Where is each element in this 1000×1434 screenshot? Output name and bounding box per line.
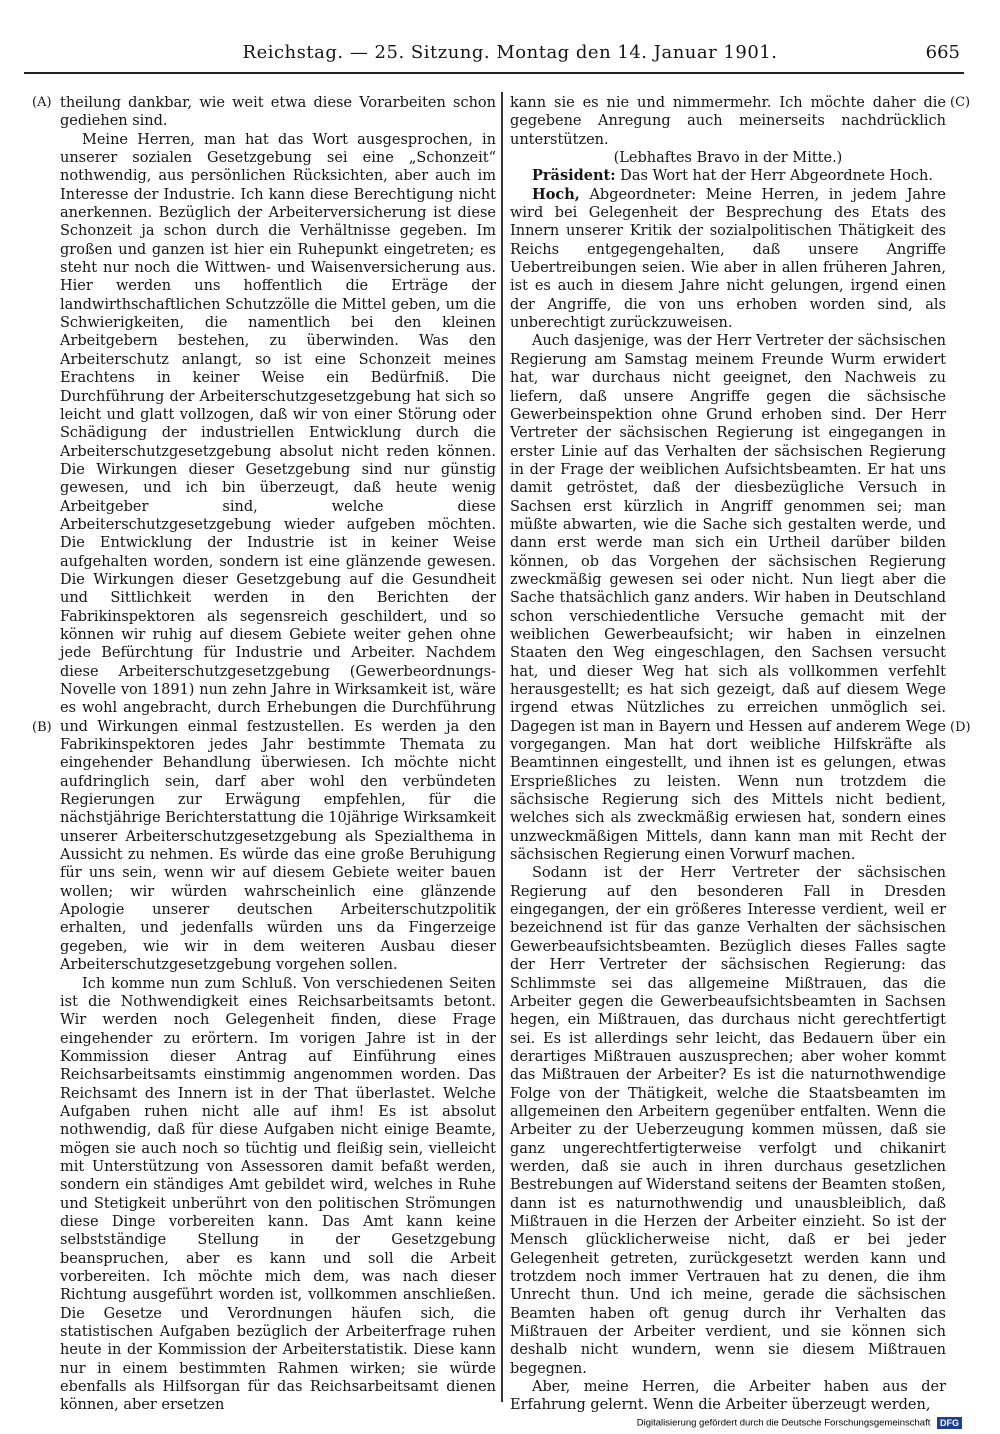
digitization-credit bbox=[637, 1417, 962, 1429]
left-paragraph-2: Meine Herren, man hat das Wort ausgesprochen, in unserer sozialen Gesetzgebung sei eine „Schonzeit“ nothwendig, aus persönlichen Rücksichten, aber auch im Interesse der Industrie. Ich kann diese Berechtigung nicht anerkennen. Bezüglich der Arbeiterversicherung ist diese Schonzeit ja schon durch die Verhältnisse gegeben. Im großen und ganzen ist hier ein Ruhepunkt eingetreten; es steht nur noch die Wittwen- und Waisenversicherung aus. Hier werden uns hoffentlich die Erträge der landwirthschaftlichen Schutzzölle die Mittel geben, um die Schwierigkeiten, die namentlich bei den kleinen Arbeitgebern bestehen, zu überwinden. Was den Arbeiterschutz anlangt, so ist eine Schonzeit meines Erachtens in keiner Weise ein Bedürfniß. Die Durchführung der Arbeiterschutzgesetzgebung hat sich so leicht und glatt vollzogen, daß wir von einer Störung oder Schädigung der industriellen Entwicklung durch die Arbeiterschutzgesetzgebung absolut nicht reden können. Die Wirkungen dieser Gesetzgebung sind nur günstig gewesen, und ich bin überzeugt, daß heute wenig Arbeitgeber sind, welche diese Arbeiterschutzgesetzgebung wieder aufgeben möchten. Die Entwicklung der Industrie ist in keiner Weise aufgehalten worden, sondern ist eine glänzende gewesen. Die Wirkungen dieser Gesetzgebung auf die Gesundheit und Sittlichkeit werden in den Berichten der Fabrikinspektoren als segensreich geschildert, und so können wir ruhig auf diesem Gebiete weiter gehen ohne jede Befürchtung für Industrie und Arbeiter. Nachdem diese Arbeiterschutzgesetzgebung (Gewerbeordnungs-Novelle von 1891) nun zehn Jahre in Wirksamkeit ist, wäre es wohl angebracht, durch Erhebungen die Durchführung und Wirkungen einmal festzustellen. Es werden ja den Fabrikinspektoren jedes Jahr bestimmte Themata zu eingehender Behandlung überwiesen. Ich möchte nicht aufdringlich sein, darf aber wohl den verbündeten Regierungen zur Erwägung empfehlen, für die nächstjährige Berichterstattung die 10jährige Wirksamkeit unserer Arbeiterschutzgesetzgebung als Spezialthema in Aussicht zu nehmen. Es würde das eine große Beruhigung für uns sein, wenn wir auf diesem Gebiete weiter bauen wollen; wir würden wahrscheinlich eine glänzende Apologie unserer deutschen Arbeiterschutzpolitik erhalten, und jedenfalls würden uns da Fingerzeige gegeben, wie wir in dem weiteren Ausbau dieser Arbeiterschutzgesetzgebung vorgehen sollen. bbox=[60, 131, 496, 974]
speaker-hoch: Hoch, bbox=[532, 185, 580, 203]
page-number: 665 bbox=[925, 42, 960, 63]
margin-marker-b: (B) bbox=[32, 720, 52, 735]
speaker-president: Präsident: bbox=[532, 167, 616, 185]
hoch-speech-text: Abgeordneter: Meine Herren, in jedem Jahre wird bei Gelegenheit der Besprechung des Etats des Innern unserer Kritik der sozialpolitischen Thätigkeit des Reichs entgegengehalten, daß unsere Angriffe Uebertreibungen seien. Wie aber in allen früheren Jahren, ist es auch in diesem Jahre nicht gelungen, irgend einen der Angriffe, die von uns erhoben worden sind, als unberechtigt zurückzuweisen. bbox=[510, 186, 946, 332]
right-paragraph-3: Sodann ist der Herr Vertreter der sächsischen Regierung auf den besonderen Fall in Dresden eingegangen, der ein größeres Interesse verdient, weil er bezeichnend ist für das ganze Verhalten der sächsischen Gewerbeaufsichtsbeamten. Bezüglich dieses Falles sagte der Herr Vertreter der sächsischen Regierung: das Schlimmste sei das allgemeine Mißtrauen, das die Arbeiter gegen die Gewerbeaufsichtsbeamten in Sachsen hegen, ein Mißtrauen, das durchaus nicht gerechtfertigt sei. Es ist allerdings sehr leicht, das Bedauern über ein derartiges Mißtrauen auszusprechen; aber woher kommt das Mißtrauen der Arbeiter? Es ist die naturnothwendige Folge von der Thätigkeit, welche die Staatsbeamten im allgemeinen den Arbeitern gegenüber entfalten. Wenn die Arbeiter zu der Ueberzeugung kommen müssen, daß sie ganz ungerechtfertigterweise verfolgt und chikanirt werden, daß sie auch in ihren durchaus gesetzlichen Bestrebungen auf Widerstand seitens der Beamten stoßen, dann ist es naturnothwendig und unausbleiblich, daß Mißtrauen in die Herzen der Arbeiter einzieht. So ist der Mensch glücklicherweise nicht, daß er bei jeder Gelegenheit getreten, zurückgesetzt werden kann und trotzdem noch immer Vertrauen hat zu denen, die ihm Unrecht thun. Und ich meine, gerade die sächsischen Beamten haben oft genug durch ihr Verhalten das Mißtrauen der Arbeiter verdient, und sie können sich deshalb nicht wundern, wenn sie diesem Mißtrauen begegnen. bbox=[510, 865, 946, 1377]
president-remark bbox=[510, 167, 946, 185]
right-paragraph-1: kann sie es nie und nimmermehr. Ich möchte daher die gegebene Anregung auch meinerseits nachdrücklich unterstützen. bbox=[510, 95, 946, 148]
right-paragraph-2: Auch dasjenige, was der Herr Vertreter der sächsischen Regierung am Samstag meinem Freunde Wurm erwidert hat, war durchaus nicht geeignet, den Nachweis zu liefern, daß unsere Angriffe gegen die sächsische Gewerbeinspektion ohne Grund erhoben sind. Der Herr Vertreter der sächsischen Regierung ist eingegangen in erster Linie auf das Verhalten der sächsischen Regierung in der Frage der weiblichen Aufsichtsbeamten. Er hat uns damit getröstet, daß der diesbezügliche Versuch in Sachsen erst kürzlich in Angriff genommen sei; man müßte abwarten, wie die Sache sich gestalten werde, und dann erst werde man sich ein Urtheil darüber bilden können, ob das Vorgehen der sächsischen Regierung zweckmäßig gewesen sei oder nicht. Nun liegt aber die Sache thatsächlich ganz anders. Wir haben in Deutschland schon verschiedentliche Versuche gemacht mit der weiblichen Gewerbeaufsicht; wir haben in einzelnen Staaten den Weg eingeschlagen, den Sachsen versucht hat, und dieser Weg hat sich als vollkommen verfehlt herausgestellt; es hat sich gezeigt, daß auf diesem Wege irgend etwas Nützliches zu erreichen unmöglich sei. Dagegen ist man in Bayern und Hessen auf anderem Wege vorgegangen. Man hat dort weibliche Hilfskräfte als Beamtinnen eingestellt, und ihnen ist es gelungen, etwas Ersprießliches zu leisten. Wenn nun trotzdem die sächsische Regierung sich des Mittels nicht bedient, welches sich als zweckmäßig erwiesen hat, sondern eines unzweckmäßigen Mittels, dann kann man mit Recht der sächsischen Regierung einen Vorwurf machen. bbox=[510, 333, 946, 864]
running-title: Reichstag. — 25. Sitzung. Montag den 14. Januar 1901. bbox=[242, 42, 778, 63]
credit-text: Digitalisierung gefördert durch die Deutsche Forschungsgemeinschaft bbox=[636, 1417, 931, 1429]
column-divider bbox=[501, 92, 503, 1402]
dfg-logo-icon: DFG bbox=[937, 1417, 962, 1429]
left-paragraph-1: theilung dankbar, wie weit etwa diese Vorarbeiten schon gediehen sind. bbox=[60, 95, 496, 130]
right-paragraph-4: Aber, meine Herren, die Arbeiter haben aus der Erfahrung gelernt. Wenn die Arbeiter überzeugt werden, bbox=[510, 1379, 946, 1414]
margin-marker-d: (D) bbox=[950, 720, 971, 735]
left-column bbox=[60, 94, 496, 1415]
president-remark-text: Das Wort hat der Herr Abgeordnete Hoch. bbox=[615, 168, 933, 185]
right-column bbox=[510, 94, 946, 1415]
margin-marker-c: (C) bbox=[950, 95, 971, 110]
left-paragraph-3: Ich komme nun zum Schluß. Von verschiedenen Seiten ist die Nothwendigkeit eines Reichsarbeitsamts betont. Wir werden noch Gelegenheit finden, diese Frage eingehender zu erörtern. Im vorigen Jahre ist in der Kommission dieser Antrag auf Einführung eines Reichsarbeitsamts einstimmig angenommen worden. Das Reichsamt des Innern ist in der That überlastet. Welche Aufgaben ruhen nicht alle auf ihm! Es ist absolut nothwendig, daß für diese Aufgaben nicht einige Beamte, mögen sie auch noch so tüchtig und fleißig sein, vielleicht mit Unterstützung von Assessoren damit befaßt werden, sondern ein ständiges Amt gebildet wird, welches in Ruhe und Stetigkeit unberührt von den politischen Strömungen diese Dinge vorbereiten kann. Das Amt kann keine selbstständige Stellung in der Gesetzgebung beanspruchen, aber es kann und soll die Arbeit vorbereiten. Ich möchte mich dem, was nach dieser Richtung ausgeführt worden ist, vollkommen anschließen. Die Gesetze und Verordnungen häufen sich, die statistischen Aufgaben bezüglich der Arbeiterfrage ruhen heute in der Kommission der Arbeiterstatistik. Diese kann nur in einem bestimmten Rahmen wirken; sie würde ebenfalls als Hilfsorgan für das Reichsarbeitsamt dienen können, aber ersetzen bbox=[60, 975, 496, 1414]
margin-marker-a: (A) bbox=[32, 95, 52, 110]
applause-note: (Lebhaftes Bravo in der Mitte.) bbox=[613, 150, 843, 167]
hoch-speech bbox=[510, 186, 946, 333]
header-rule bbox=[24, 72, 964, 74]
page-header bbox=[60, 42, 960, 68]
